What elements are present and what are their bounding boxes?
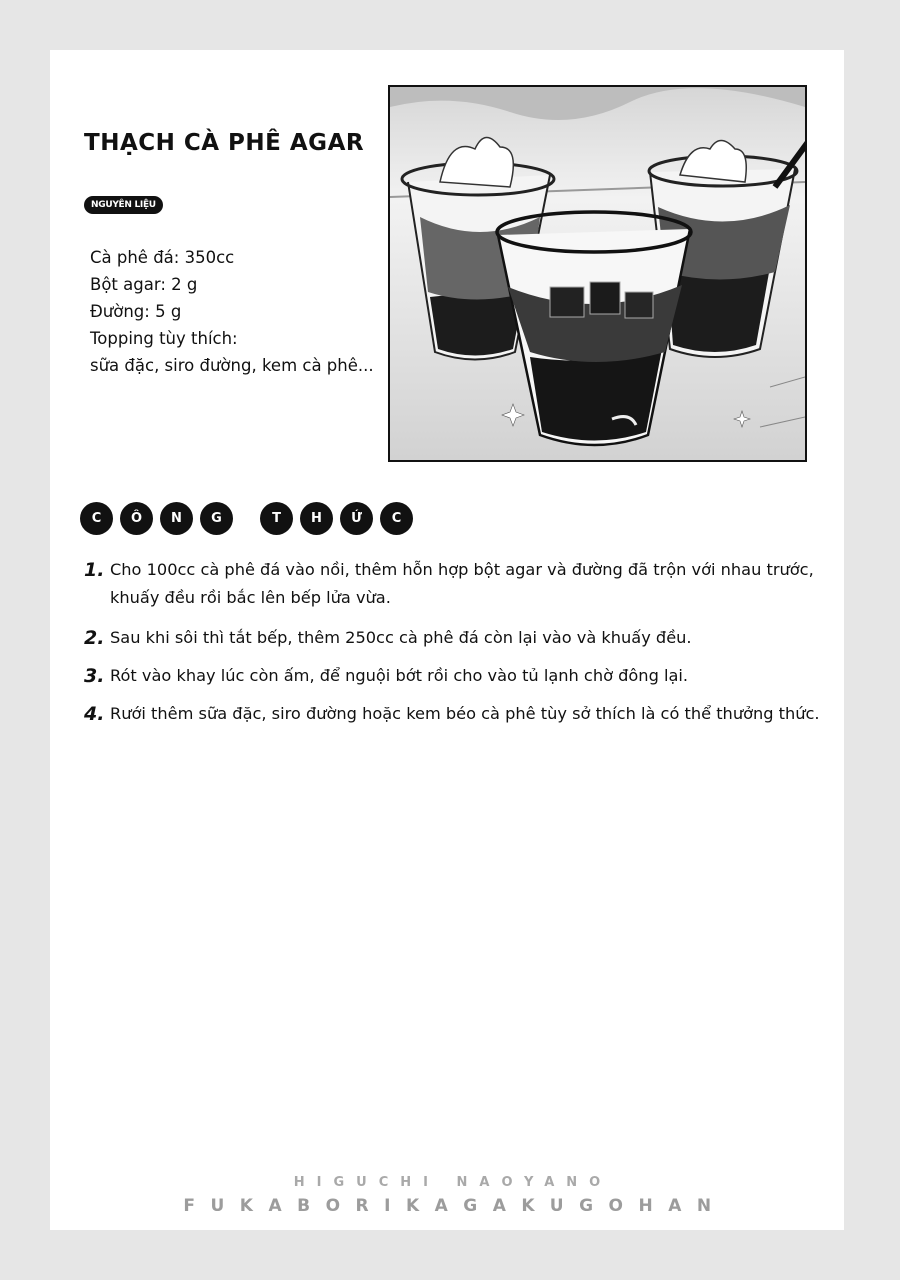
heading-letter: H bbox=[300, 502, 333, 535]
step-number: 1. bbox=[84, 559, 105, 581]
step-text: Cho 100cc cà phê đá vào nồi, thêm hỗn hợp bột agar và đường đã trộn với nhau trước, khuấy đều rồi bắc lên bếp lửa vừa. bbox=[110, 560, 814, 607]
ingredient-item: Bột agar: 2 g bbox=[90, 275, 198, 294]
ingredient-item: sữa đặc, siro đường, kem cà phê... bbox=[90, 356, 374, 375]
method-steps bbox=[84, 556, 854, 738]
step-text: Rưới thêm sữa đặc, siro đường hoặc kem béo cà phê tùy sở thích là có thể thưởng thức. bbox=[110, 704, 820, 723]
footer-series: FUKABORIKAGAKUGOHAN bbox=[183, 1196, 727, 1216]
ingredients-badge: NGUYÊN LIỆU bbox=[84, 196, 163, 214]
heading-letter: T bbox=[260, 502, 293, 535]
ingredients-list bbox=[90, 244, 374, 379]
ingredient-item: Đường: 5 g bbox=[90, 302, 182, 321]
ingredient-item: Topping tùy thích: bbox=[90, 329, 238, 348]
step-text: Sau khi sôi thì tắt bếp, thêm 250cc cà phê đá còn lại vào và khuấy đều. bbox=[110, 628, 692, 647]
step-number: 3. bbox=[84, 665, 105, 687]
step-item bbox=[84, 624, 854, 652]
heading-letter: G bbox=[200, 502, 233, 535]
method-heading bbox=[80, 502, 420, 535]
heading-letter: N bbox=[160, 502, 193, 535]
coffee-jelly-illustration bbox=[388, 85, 807, 462]
ingredient-item: Cà phê đá: 350cc bbox=[90, 248, 235, 267]
step-number: 2. bbox=[84, 627, 105, 649]
step-text: Rót vào khay lúc còn ấm, để nguội bớt rồi cho vào tủ lạnh chờ đông lại. bbox=[110, 666, 689, 685]
heading-letter: Ô bbox=[120, 502, 153, 535]
heading-letter: C bbox=[80, 502, 113, 535]
coffee-jelly-drawing bbox=[390, 87, 805, 460]
footer-author: HIGUCHI NAOYANO bbox=[293, 1175, 613, 1190]
recipe-title: THẠCH CÀ PHÊ AGAR bbox=[84, 130, 365, 156]
step-number: 4. bbox=[84, 703, 105, 725]
step-item bbox=[84, 556, 854, 612]
step-item bbox=[84, 700, 854, 728]
step-item bbox=[84, 662, 854, 690]
heading-letter: Ứ bbox=[340, 502, 373, 535]
heading-letter: C bbox=[380, 502, 413, 535]
